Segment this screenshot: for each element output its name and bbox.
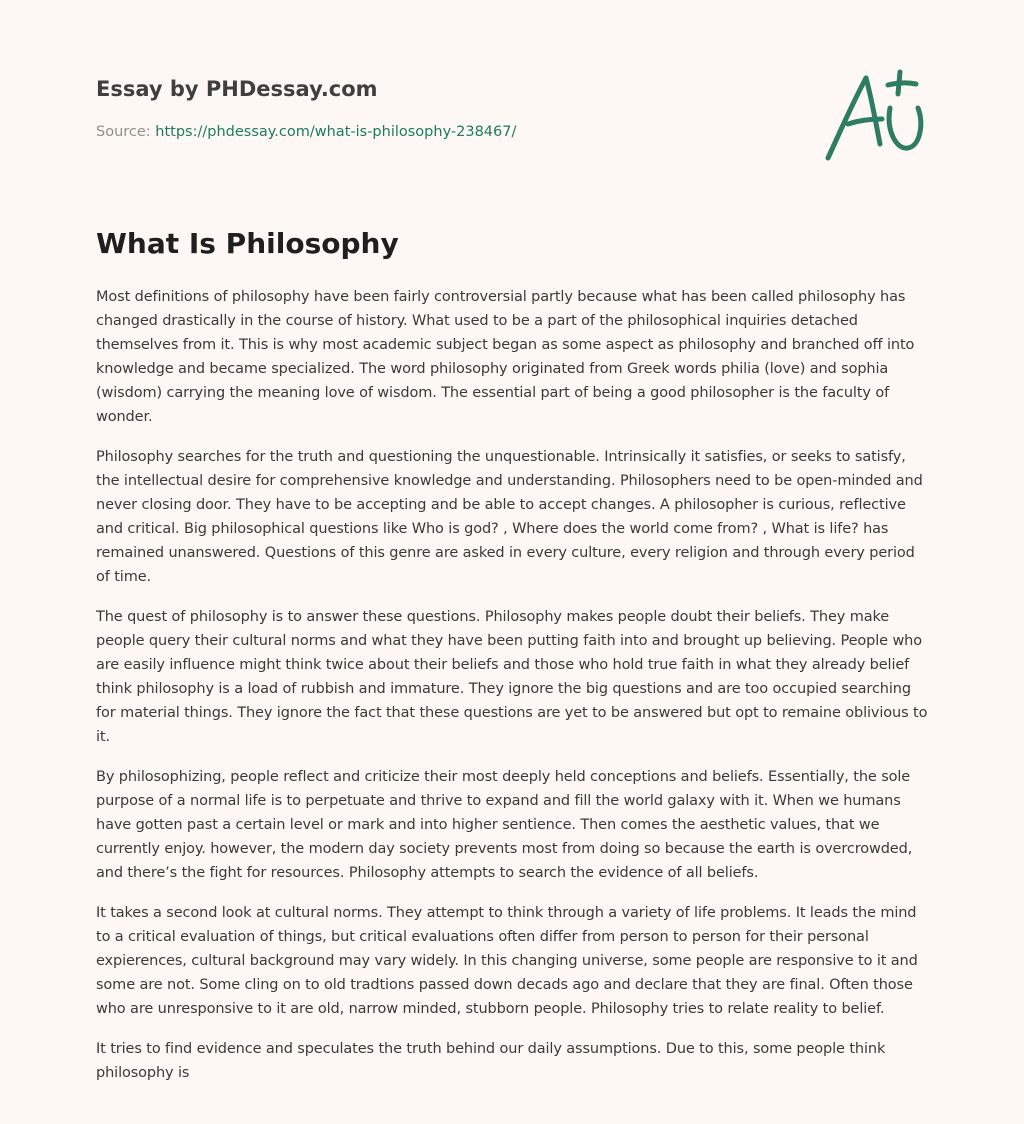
essay-paragraph: It takes a second look at cultural norms. They attempt to think through a variety of life problems. It leads the mind to a critical evaluation of things, but critical evaluations often differ from person to person for their personal expierences, cultural background may vary widely. In this changing universe, some people are responsive to it and some are not. Some cling on to old tradtions passed down decads ago and declare that they are final. Often those who are unresponsive to it are old, narrow minded, stubborn people. Philosophy tries to relate reality to belief.: [96, 905, 918, 1017]
a-plus-logo-icon: [818, 66, 930, 166]
essay-body: [96, 285, 930, 1101]
essay-paragraph: The quest of philosophy is to answer these questions. Philosophy makes people doubt their beliefs. They make people query their cultural norms and what they have been putting faith into and brought up believing. People who are easily influence might think twice about their beliefs and those who hold true faith in what they already belief think philosophy is a load of rubbish and immature. They ignore the big questions and are too occupied searching for material things. They ignore the fact that these questions are yet to be answered but opt to remaine oblivious to it.: [96, 609, 928, 745]
source-label: Source:: [96, 124, 151, 140]
essay-paragraph: By philosophizing, people reflect and criticize their most deeply held conceptions and beliefs. Essentially, the sole purpose of a normal life is to perpetuate and thrive to expand and fill the world galaxy with it. When we humans have gotten past a certain level or mark and into higher sentience. Then comes the aesthetic values, that we currently enjoy. however, the modern day society prevents most from doing so because the earth is overcrowded, and there’s the fight for resources. Philosophy attempts to search the evidence of all beliefs.: [96, 769, 913, 881]
site-title: Essay by PHDessay.com: [96, 77, 378, 101]
essay-title: What Is Philosophy: [96, 227, 399, 260]
essay-header: [96, 74, 656, 142]
source-line: [96, 122, 656, 142]
essay-paragraph: Philosophy searches for the truth and questioning the unquestionable. Intrinsically it satisfies, or seeks to satisfy, the intellectual desire for comprehensive knowledge and understanding. Philosophers need to be open-minded and never closing door. They have to be accepting and be able to accept changes. A philosopher is curious, reflective and critical. Big philosophical questions like Who is god? , Where does the world come from? , What is life? has remained unanswered. Questions of this genre are asked in every culture, every religion and through every period of time.: [96, 449, 923, 585]
source-link[interactable]: https://phdessay.com/what-is-philosophy-238467/: [155, 124, 517, 140]
essay-paragraph: It tries to find evidence and speculates the truth behind our daily assumptions. Due to this, some people think philosophy is: [96, 1041, 886, 1081]
essay-paragraph: Most definitions of philosophy have been fairly controversial partly because what has been called philosophy has changed drastically in the course of history. What used to be a part of the philosophical inquiries detached themselves from it. This is why most academic subject began as some aspect as philosophy and branched off into knowledge and became specialized. The word philosophy originated from Greek words philia (love) and sophia (wisdom) carrying the meaning love of wisdom. The essential part of being a good philosopher is the faculty of wonder.: [96, 289, 915, 425]
